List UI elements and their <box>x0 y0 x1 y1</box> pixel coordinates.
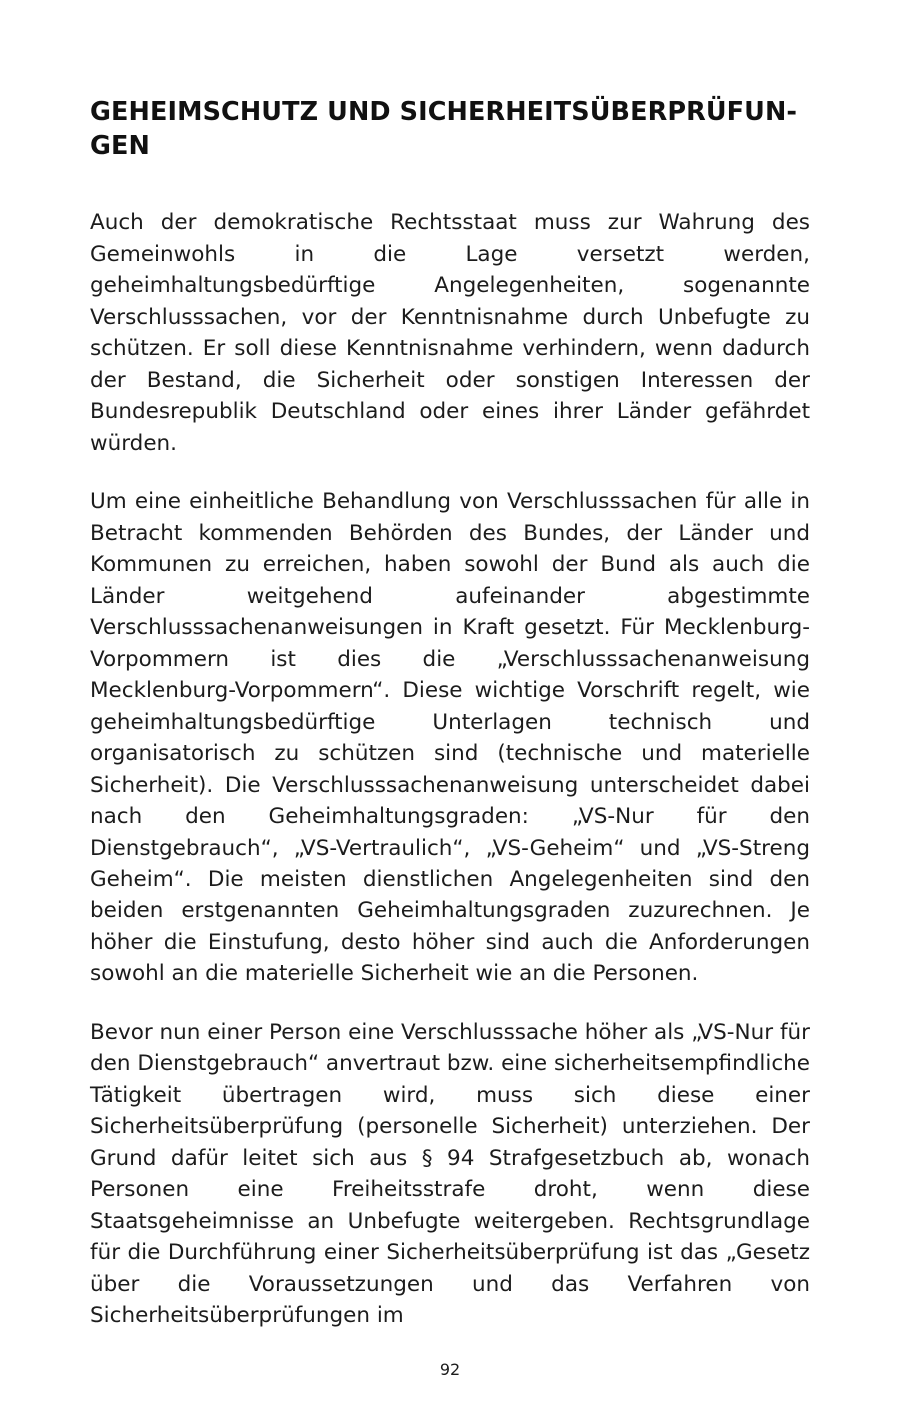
paragraph-3: Bevor nun einer Person eine Verschlusssache höher als „VS-Nur für den Dienstgebrauch“ anvertraut bzw. eine sicherheitsempfindliche Tätigkeit übertragen wird, muss sich diese einer Sicherheitsüberprüfung (personelle Sicherheit) unterziehen. Der Grund dafür leitet sich aus § 94 Strafgesetzbuch ab, wonach Personen eine Freiheitsstrafe droht, wenn diese Staatsgeheimnisse an Unbefugte weitergeben. Rechtsgrundlage für die Durchführung einer Sicherheitsüberprüfung ist das „Gesetz über die Voraussetzungen und das Verfahren von Sicherheitsüberprüfungen im <box>90 1019 810 1329</box>
paragraph-1: Auch der demokratische Rechtsstaat muss zur Wahrung des Gemeinwohls in die Lage versetzt werden, geheimhaltungsbedürftige Angelegenheiten, sogenannte Verschlusssachen, vor der Kenntnisnahme durch Unbefugte zu schützen. Er soll diese Kenntnisnahme verhindern, wenn dadurch der Bestand, die Sicherheit oder sonstigen Interessen der Bundesrepublik Deutschland oder eines ihrer Länder gefährdet würden. <box>90 210 810 456</box>
page-title: GEHEIMSCHUTZ UND SICHERHEITSÜBERPRÜFUN-GEN <box>90 97 798 161</box>
page-number: 92 <box>439 1360 461 1379</box>
paragraph-2: Um eine einheitliche Behandlung von Verschlusssachen für alle in Betracht kommenden Behörden des Bundes, der Länder und Kommunen zu erreichen, haben sowohl der Bund als auch die Länder weitgehend aufeinander abgestimmte Verschlusssachenanweisungen in Kraft gesetzt. Für Mecklenburg-Vorpommern ist dies die „Verschlusssachenanweisung Mecklenburg-Vorpommern“. Diese wichtige Vorschrift regelt, wie geheimhaltungsbedürftige Unterlagen technisch und organisatorisch zu schützen sind (technische und materielle Sicherheit). Die Verschlusssachenanweisung unterscheidet dabei nach den Geheimhaltungsgraden: „VS-Nur für den Dienstgebrauch“, „VS-Vertraulich“, „VS-Geheim“ und „VS-Streng Geheim“. Die meisten dienstlichen Angelegenheiten sind den beiden erstgenannten Geheimhaltungsgraden zuzurechnen. Je höher die Einstufung, desto höher sind auch die Anforderungen sowohl an die materielle Sicherheit wie an die Personen. <box>90 489 810 987</box>
